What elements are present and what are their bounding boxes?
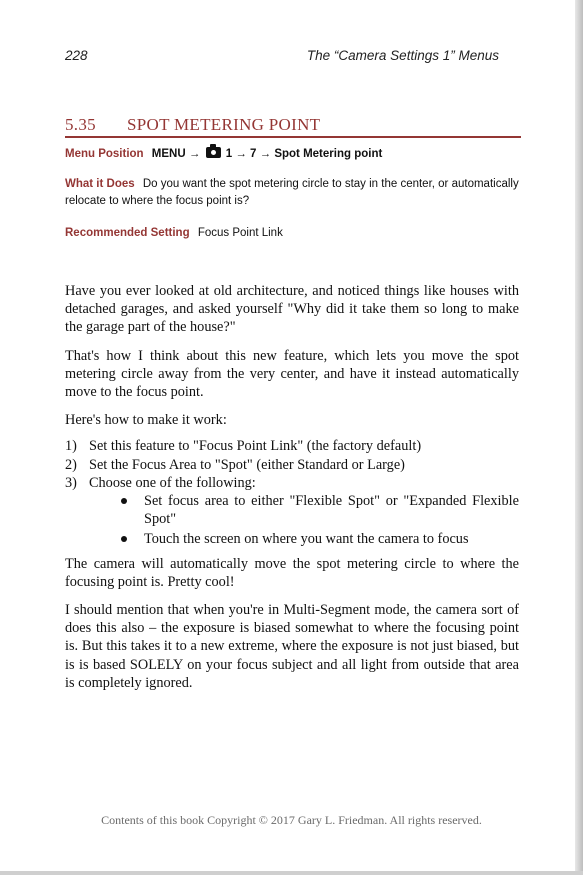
page-bottom-edge xyxy=(0,871,583,875)
page-edge-shadow xyxy=(575,0,583,875)
step-item xyxy=(65,437,519,455)
bullet-icon xyxy=(121,498,127,504)
recommended-setting-label: Recommended Setting xyxy=(65,227,190,239)
body-text xyxy=(65,282,519,702)
step-number: 3) xyxy=(65,474,77,491)
paragraph: Here's how to make it work: xyxy=(65,412,227,429)
section-title: SPOT METERING POINT xyxy=(127,115,321,134)
paragraph: Have you ever looked at old architecture, and noticed things like houses with detached garages, and asked yourself "Why did it take them so long to make the garage part of the house?" xyxy=(65,283,519,336)
what-it-does-label: What it Does xyxy=(65,178,135,190)
recommended-setting-value: Focus Point Link xyxy=(197,227,283,239)
paragraph: The camera will automatically move the spot metering circle to where the focusing point is. Pretty cool! xyxy=(65,555,519,590)
section-number: 5.35 xyxy=(65,115,96,134)
section-heading xyxy=(65,115,521,135)
bullet-icon xyxy=(121,536,127,542)
menu-path-start: MENU → xyxy=(151,148,201,160)
step-text: Set the Focus Area to "Spot" (either Standard or Large) xyxy=(89,456,405,473)
step-text: Set this feature to "Focus Point Link" (the factory default) xyxy=(89,438,422,455)
page-number: 228 xyxy=(65,48,88,63)
steps-list xyxy=(65,437,519,548)
bullet-text: Set focus area to either "Flexible Spot" or "Expanded Flexible Spot" xyxy=(144,493,519,528)
paragraph: I should mention that when you're in Multi-Segment mode, the camera sort of does this also – the exposure is biased somewhat to where the focusing point is. But this takes it to a new extreme, where the exposure is not just biased, but is is based SOLELY on your focus subject and all light from outside that area is completely ignored. xyxy=(65,602,519,691)
step-number: 1) xyxy=(65,438,77,455)
recommended-setting-row xyxy=(65,225,521,242)
what-it-does-text: Do you want the spot metering circle to stay in the center, or automatically relocate to where the focus point is? xyxy=(65,178,519,207)
heading-divider xyxy=(65,136,521,138)
bullet-text: Touch the screen on where you want the camera to focus xyxy=(144,531,469,548)
menu-path-end: 1 → 7 → Spot Metering point xyxy=(225,148,383,160)
step-item xyxy=(65,456,519,474)
menu-position-label: Menu Position xyxy=(65,148,144,160)
step-item xyxy=(65,474,519,549)
menu-position-row xyxy=(65,146,521,163)
running-header-title: The “Camera Settings 1” Menus xyxy=(306,48,499,63)
bullet-item xyxy=(121,492,519,528)
step-number: 2) xyxy=(65,456,77,473)
what-it-does-row xyxy=(65,176,521,210)
bullet-item xyxy=(121,530,519,548)
bullet-list xyxy=(89,492,519,549)
camera-icon xyxy=(206,147,221,158)
paragraph: That's how I think about this new feature, which lets you move the spot metering circle away from the very center, and have it instead automatically move to the focus point. xyxy=(65,347,519,401)
footer-copyright: Contents of this book Copyright © 2017 Gary L. Friedman. All rights reserved. xyxy=(101,813,482,827)
step-text: Choose one of the following: xyxy=(89,474,256,491)
